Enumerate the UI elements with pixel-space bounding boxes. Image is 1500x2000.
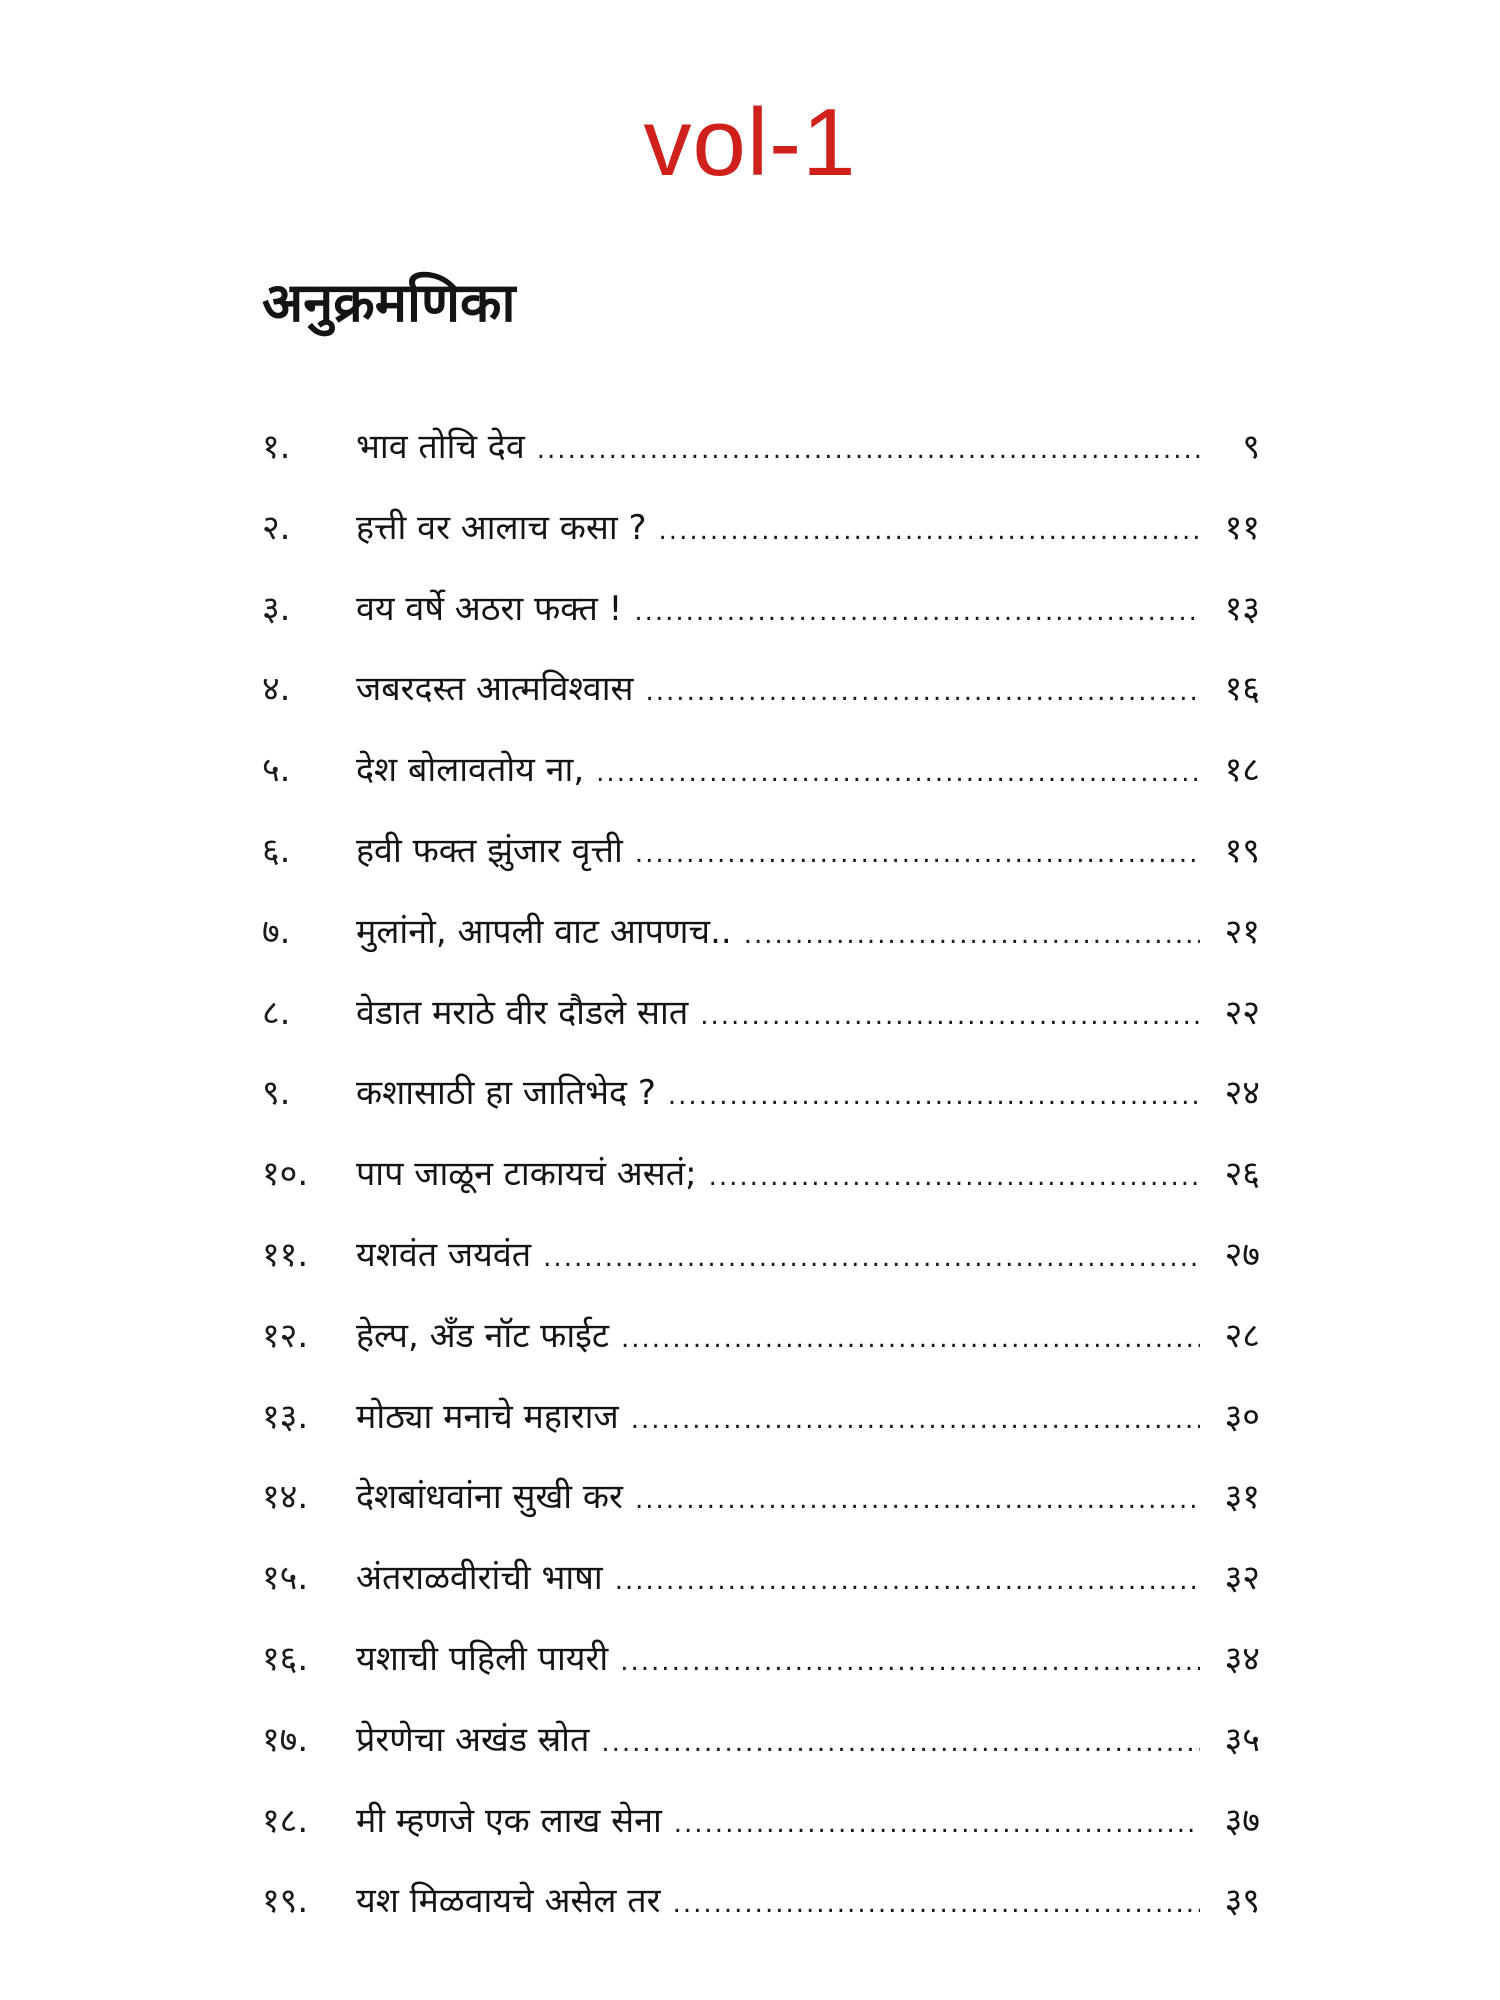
toc-entry bbox=[262, 905, 1260, 986]
toc-entry bbox=[262, 1551, 1260, 1632]
toc-entry-number: १. bbox=[262, 427, 291, 467]
toc-entry-title: यशवंत जयवंत bbox=[356, 1234, 532, 1275]
toc-entry-page: ३० bbox=[1224, 1396, 1260, 1437]
toc-entry-page: २४ bbox=[1224, 1073, 1260, 1114]
dot-leader bbox=[615, 1554, 1200, 1608]
dot-leader bbox=[700, 989, 1200, 1043]
toc-entry-number: ५. bbox=[262, 750, 291, 791]
dot-leader bbox=[668, 1069, 1200, 1123]
toc-entry bbox=[262, 1794, 1260, 1875]
dot-leader bbox=[634, 585, 1200, 639]
toc-entry-page: ३१ bbox=[1224, 1477, 1260, 1518]
toc-entry-number: १६. bbox=[262, 1638, 309, 1679]
toc-entry bbox=[262, 1470, 1260, 1551]
toc-entry-number: २. bbox=[262, 507, 291, 548]
table-of-contents-heading: अनुक्रमणिका bbox=[262, 271, 516, 334]
toc-entry bbox=[262, 986, 1260, 1067]
dot-leader bbox=[659, 504, 1200, 558]
toc-entry bbox=[262, 582, 1260, 663]
toc-entry-number: ३. bbox=[262, 588, 291, 629]
toc-entry bbox=[262, 662, 1260, 743]
dot-leader bbox=[621, 1312, 1200, 1366]
toc-entry-number: १५. bbox=[262, 1558, 309, 1599]
toc-entry-title: जबरदस्त आत्मविश्वास bbox=[356, 669, 634, 710]
toc-entry-page: ११ bbox=[1224, 507, 1260, 548]
toc-entry bbox=[262, 501, 1260, 582]
dot-leader bbox=[601, 1716, 1200, 1770]
toc-entry-page: ३४ bbox=[1224, 1638, 1260, 1679]
toc-entry bbox=[262, 1147, 1260, 1228]
toc-entry-title: हत्ती वर आलाच कसा ? bbox=[356, 507, 647, 548]
toc-entry bbox=[262, 1874, 1260, 1955]
dot-leader bbox=[543, 1231, 1200, 1285]
toc-entry-page: ३२ bbox=[1224, 1558, 1260, 1599]
dot-leader bbox=[646, 665, 1200, 719]
dot-leader bbox=[631, 1393, 1200, 1447]
dot-leader bbox=[620, 1635, 1200, 1689]
dot-leader bbox=[673, 1877, 1200, 1931]
toc-entry-number: ४. bbox=[262, 669, 291, 710]
toc-entry-title: यशाची पहिली पायरी bbox=[356, 1638, 609, 1679]
toc-entry-number: ९. bbox=[262, 1073, 291, 1114]
toc-entry-title: भाव तोचि देव bbox=[356, 427, 525, 467]
toc-entry-title: देश बोलावतोय ना, bbox=[356, 750, 585, 791]
dot-leader bbox=[537, 423, 1200, 477]
toc-entry-page: २७ bbox=[1224, 1234, 1260, 1275]
toc-entry-number: १२. bbox=[262, 1315, 309, 1356]
toc-entry-title: हेल्प, अँड नॉट फाईट bbox=[356, 1315, 610, 1356]
toc-entry-number: ८. bbox=[262, 992, 291, 1033]
toc-entry-title: वय वर्षे अठरा फक्त ! bbox=[356, 588, 623, 629]
toc-entry-page: ३५ bbox=[1224, 1719, 1260, 1760]
toc-entry bbox=[262, 1713, 1260, 1794]
toc-entry-number: १७. bbox=[262, 1719, 309, 1760]
table-of-contents-list bbox=[262, 420, 1260, 1955]
toc-entry bbox=[262, 1066, 1260, 1147]
toc-entry-title: मोठ्या मनाचे महाराज bbox=[356, 1396, 619, 1437]
volume-title: vol-1 bbox=[643, 89, 857, 196]
toc-entry bbox=[262, 1390, 1260, 1471]
toc-entry-title: मी म्हणजे एक लाख सेना bbox=[356, 1800, 662, 1841]
toc-entry-title: वेडात मराठे वीर दौडले सात bbox=[356, 992, 689, 1033]
toc-entry-number: १०. bbox=[262, 1154, 309, 1195]
toc-entry-title: कशासाठी हा जातिभेद ? bbox=[356, 1073, 656, 1114]
toc-entry bbox=[262, 1228, 1260, 1309]
toc-entry-page: १८ bbox=[1224, 750, 1260, 791]
toc-entry-number: ७. bbox=[262, 911, 291, 952]
toc-entry-page: २८ bbox=[1224, 1315, 1260, 1356]
toc-entry-number: ६. bbox=[262, 830, 291, 871]
toc-entry-page: ३९ bbox=[1224, 1881, 1260, 1922]
toc-entry-page: ९ bbox=[1242, 427, 1260, 467]
toc-entry-number: १८. bbox=[262, 1800, 309, 1841]
dot-leader bbox=[744, 908, 1200, 962]
dot-leader bbox=[635, 827, 1200, 881]
toc-entry bbox=[262, 420, 1260, 501]
toc-entry-title: मुलांनो, आपली वाट आपणच.. bbox=[356, 911, 732, 952]
toc-entry-title: हवी फक्त झुंजार वृत्ती bbox=[356, 830, 623, 871]
toc-entry-number: ११. bbox=[262, 1234, 309, 1275]
toc-entry-number: १३. bbox=[262, 1396, 309, 1437]
toc-entry-title: अंतराळवीरांची भाषा bbox=[356, 1558, 603, 1599]
dot-leader bbox=[635, 1473, 1200, 1527]
toc-entry-title: यश मिळवायचे असेल तर bbox=[356, 1881, 661, 1922]
dot-leader bbox=[709, 1150, 1200, 1204]
toc-entry-page: २६ bbox=[1224, 1154, 1260, 1195]
toc-entry-page: १३ bbox=[1224, 588, 1260, 629]
toc-entry bbox=[262, 743, 1260, 824]
toc-entry-number: १९. bbox=[262, 1881, 309, 1922]
toc-entry-number: १४. bbox=[262, 1477, 309, 1518]
toc-entry bbox=[262, 1309, 1260, 1390]
toc-entry-title: देशबांधवांना सुखी कर bbox=[356, 1477, 623, 1518]
toc-entry bbox=[262, 1632, 1260, 1713]
toc-entry-page: १९ bbox=[1224, 830, 1260, 871]
toc-entry-title: प्रेरणेचा अखंड स्रोत bbox=[356, 1719, 590, 1760]
dot-leader bbox=[596, 746, 1200, 800]
toc-entry-title: पाप जाळून टाकायचं असतं; bbox=[356, 1154, 697, 1195]
toc-entry-page: १६ bbox=[1224, 669, 1260, 710]
dot-leader bbox=[674, 1797, 1200, 1851]
toc-entry-page: २१ bbox=[1224, 911, 1260, 952]
toc-entry-page: २२ bbox=[1224, 992, 1260, 1033]
toc-entry bbox=[262, 824, 1260, 905]
toc-entry-page: ३७ bbox=[1224, 1800, 1260, 1841]
